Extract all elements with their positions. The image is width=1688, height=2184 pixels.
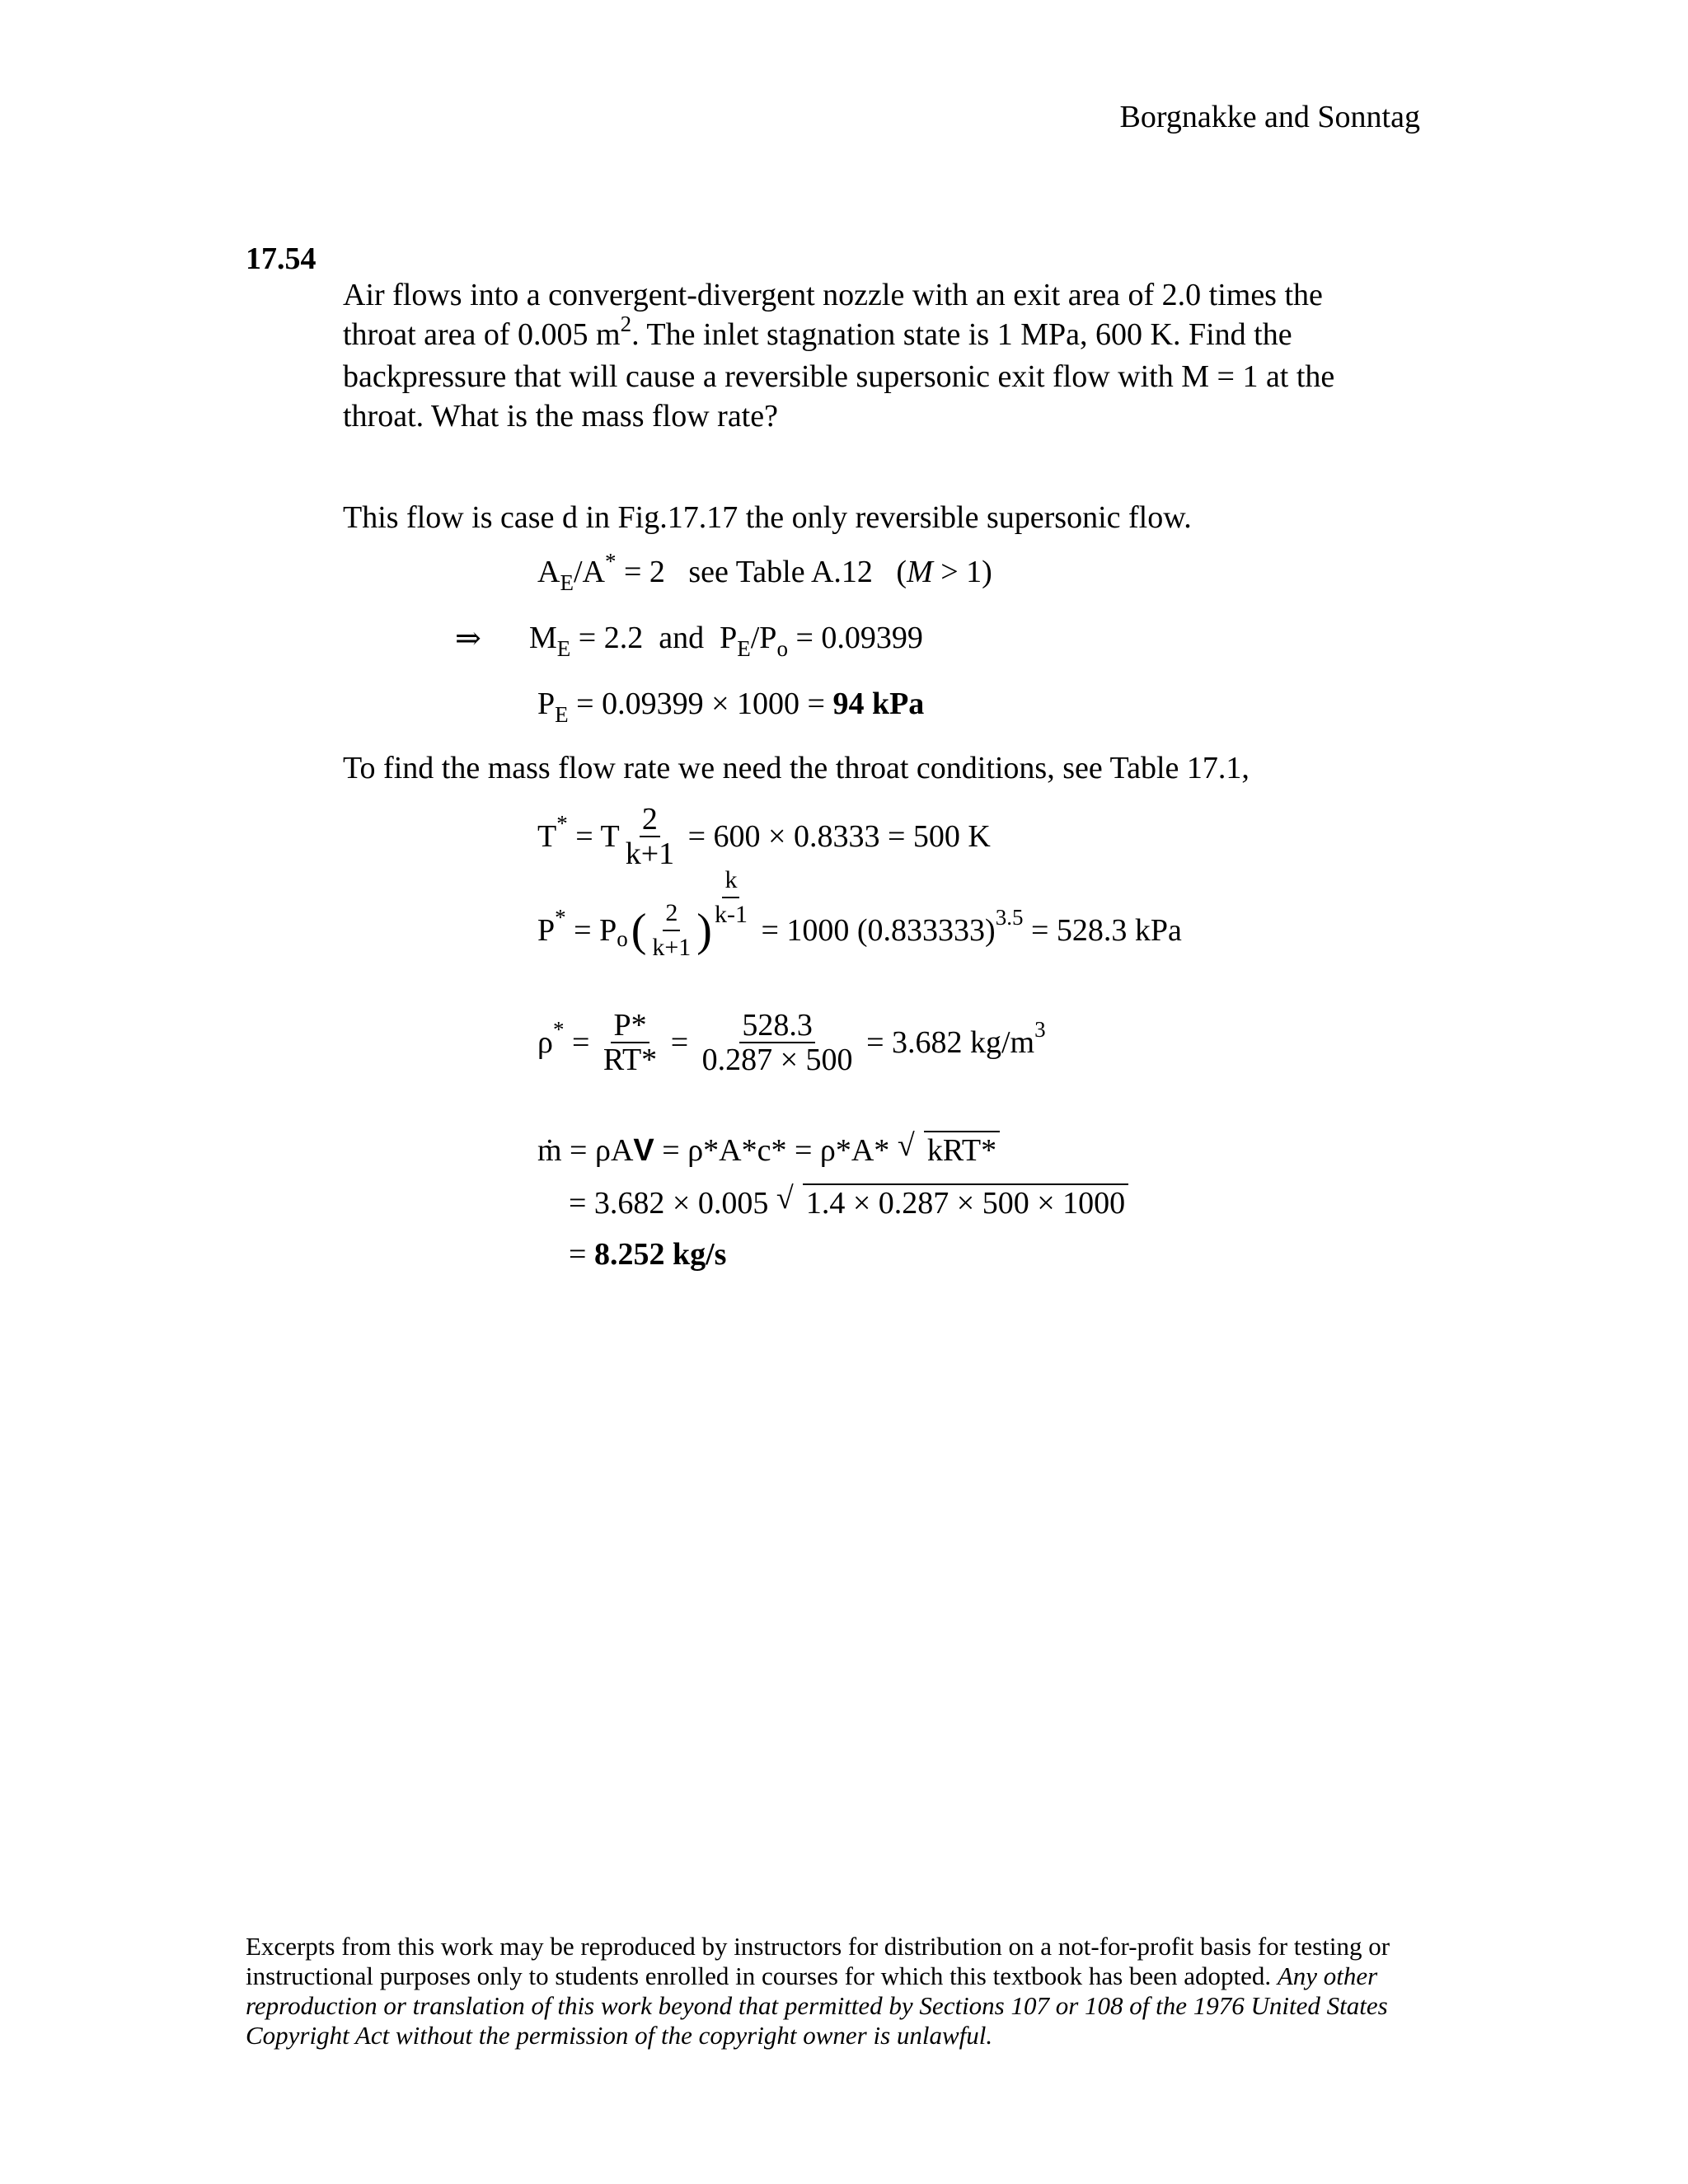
t-star-equation: T * = T $\frac{2}{k+1}$ = 600 × 0.8333 = 500 K <box>537 802 991 871</box>
area-ratio-equation: $A_E/A^* = 2$ see Table A.12 (M > 1) <box>537 549 992 595</box>
implies-arrow: ⇒ <box>455 621 481 656</box>
mach-exit-equation: $M_E = 2.2$ and $P_E/P_o = 0.09399$ <box>529 621 923 661</box>
exit-pressure-equation: $P_E = 0.09399 \times 1000 = 94$ kPa <box>537 687 925 727</box>
mass-flow-equation: ṁ = ρAV = ρ*A*c* = ρ*A* √ kRT* <box>537 1131 1000 1169</box>
p-star-equation: P * = P $_o$ ( $\frac{2}{k+1}$ ) $\frac{k}{k-1}$ = 1000 (0.833333) $^{3.5}$ = 528.3 kPa <box>537 897 1182 964</box>
copyright-footer: Excerpts from this work may be reproduced by instructors for distribution on a not-for-profit basis for testing or instructional purposes only to students enrolled in courses for which this textbook has been adopted. Any other reproduction or translation of this work beyond that permitted by Sections 107 or 108 of the 1976 United States Copyright Act without the permission of the copyright owner is unlawful. <box>246 1932 1390 2050</box>
mass-flow-substitution: = 3.682 × 0.005 √ 1.4 × 0.287 × 500 × 1000 <box>569 1183 1128 1221</box>
header-author: Borgnakke and Sonntag <box>1119 100 1420 134</box>
throat-intro: To find the mass flow rate we need the throat conditions, see Table 17.1, <box>343 751 1250 785</box>
solution-intro: This flow is case d in Fig.17.17 the only reversible supersonic flow. <box>343 500 1192 535</box>
problem-statement: Air flows into a convergent-divergent nozzle with an exit area of 2.0 times the throat area of 0.005 $m^2$. The inlet stagnation state is 1 MPa, 600 K. Find the backpressure that will cause a reversible supersonic exit flow with M = 1 at the throat. What is the mass flow rate? <box>343 278 1335 434</box>
mass-flow-result: = 8.252 kg/s <box>569 1237 727 1272</box>
problem-number: 17.54 <box>246 241 316 276</box>
rho-star-equation: ρ * = $\frac{P*}{RT*}$ = $\frac{528.3}{0.287 \times 500}$ = 3.682 kg/m $^3$ <box>537 1008 1046 1077</box>
